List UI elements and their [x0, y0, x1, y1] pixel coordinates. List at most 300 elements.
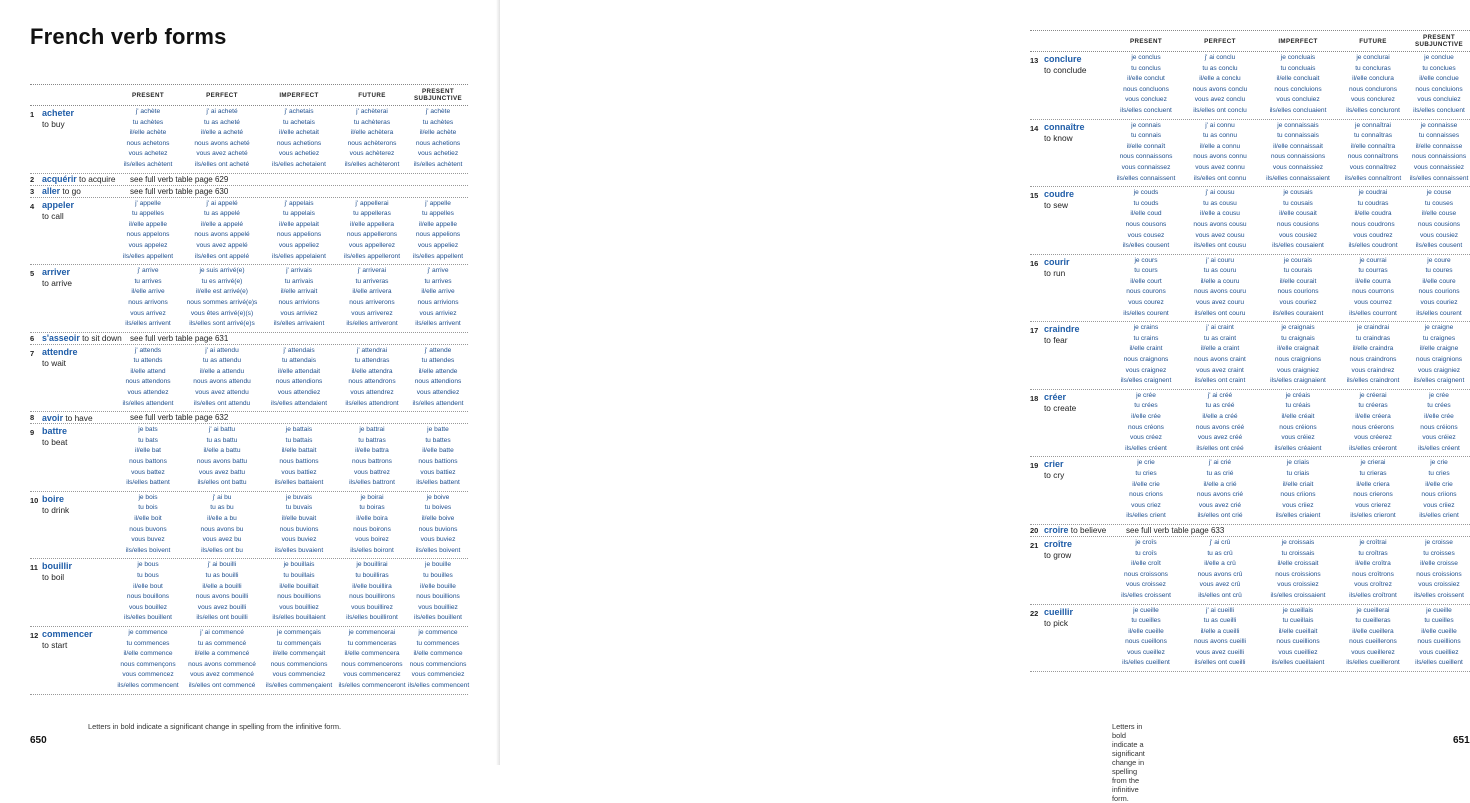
conjugated-form: nous avons cousu [1193, 220, 1247, 228]
conjugated-form: il/elle croîtra [1355, 560, 1391, 568]
conjugated-form: j' attendrai [356, 346, 388, 354]
verb-reference-row [30, 412, 468, 424]
conjugated-form: nous attendions [414, 378, 462, 386]
conjugated-form: nous battions [279, 458, 319, 466]
verb-translation: to drink [42, 504, 70, 515]
see-table-reference: see full verb table page 631 [130, 333, 229, 343]
conjugated-form: vous buviez [281, 536, 317, 544]
conjugated-form: tu as appelé [204, 210, 240, 218]
conjugated-form: tu bats [138, 436, 158, 444]
conjugated-form: vous attendrez [350, 389, 394, 397]
conjugated-form: ils/elles achetaient [272, 160, 326, 168]
conjugated-form: tu crieras [1359, 469, 1387, 477]
verb-infinitive-block [1044, 53, 1110, 117]
verb-translation: to acquire [79, 174, 116, 185]
conjugated-form: nous commencions [270, 660, 328, 668]
conjugation-future [1338, 458, 1408, 522]
conjugated-form: il/elle connaisse [1415, 142, 1463, 150]
conjugation-subjunctive [408, 628, 468, 692]
verb-translation: to fear [1044, 335, 1068, 346]
conjugated-form: vous buviez [420, 536, 456, 544]
conjugation-imperfect [1258, 458, 1338, 522]
conjugated-form: nous craignions [1415, 356, 1463, 364]
conjugated-form: nous connaîtrons [1347, 153, 1399, 161]
conjugated-form: j' appelle [425, 199, 451, 207]
conjugated-form: ils/elles arrivaient [273, 320, 325, 328]
verb-entry [1030, 255, 1470, 323]
conjugation-imperfect [1258, 391, 1338, 455]
conjugated-form: je couse [1426, 189, 1452, 197]
conjugated-form: vous bouilliez [418, 603, 458, 611]
conjugated-form: tu criais [1286, 469, 1310, 477]
conjugated-form: nous attendions [275, 378, 323, 386]
conjugated-form: ils/elles coudront [1348, 242, 1398, 250]
conjugated-form: il/elle achetait [279, 129, 319, 137]
conjugated-form: tu as crié [1206, 469, 1234, 477]
verb-translation: to know [1044, 132, 1073, 143]
conjugated-form: il/elle conclut [1127, 75, 1165, 83]
header-future: FUTURE [1359, 37, 1387, 45]
conjugated-form: je suis arrivé(e) [199, 267, 245, 275]
conjugated-form: il/elle cueille [1128, 627, 1164, 635]
conjugated-form: ils/elles cousent [1415, 242, 1463, 250]
verb-infinitive-block [42, 346, 114, 410]
conjugation-imperfect [1258, 538, 1338, 602]
conjugated-form: il/elle cueillera [1352, 627, 1394, 635]
conjugated-form: il/elle crie [1132, 480, 1160, 488]
verb-infinitive: crier [1044, 459, 1064, 470]
conjugated-form: il/elle croît [1131, 560, 1161, 568]
conjugated-form: nous bouillons [126, 593, 170, 601]
conjugated-form: tu commences [416, 639, 460, 647]
conjugated-form: vous avez connu [1195, 163, 1245, 171]
conjugated-form: j' ai craint [1206, 324, 1234, 332]
conjugated-form: il/elle a cousu [1200, 210, 1240, 218]
verb-infinitive: croire [1044, 525, 1069, 536]
conjugated-form: il/elle a bouilli [202, 582, 242, 590]
conjugated-form: vous conclurez [1351, 96, 1395, 104]
verb-infinitive: s'asseoir [42, 333, 80, 344]
conjugated-form: je cueille [1133, 606, 1159, 614]
conjugated-form: ils/elles ont battu [197, 479, 247, 487]
conjugated-form: ils/elles bouillent [123, 614, 172, 622]
conjugation-imperfect [1258, 188, 1338, 252]
conjugated-form: vous coudrez [1353, 231, 1393, 239]
conjugated-form: nous cueillions [1417, 638, 1461, 646]
conjugated-form: tu bois [138, 504, 158, 512]
conjugated-form: tu as couru [1203, 267, 1237, 275]
conjugated-form: il/elle criera [1356, 480, 1390, 488]
verb-translation: to start [42, 639, 68, 650]
conjugated-form: il/elle a battu [203, 447, 241, 455]
conjugated-form: il/elle créait [1281, 413, 1315, 420]
table-header [1030, 30, 1470, 52]
conjugated-form: il/elle arrivera [352, 288, 392, 296]
conjugated-form: tu battes [425, 436, 451, 444]
conjugated-form: nous arrivions [417, 298, 459, 306]
conjugated-form: tu coures [1425, 267, 1453, 275]
verb-translation: to have [65, 412, 93, 423]
conjugated-form: j' ai acheté [206, 108, 238, 115]
conjugation-present [114, 199, 182, 263]
verb-infinitive: acquérir [42, 174, 77, 185]
conjugated-form: tu achètes [422, 118, 454, 126]
verb-infinitive-block [42, 493, 114, 557]
conjugated-form: ils/elles cousent [1122, 242, 1170, 250]
conjugated-form: il/elle a crû [1204, 560, 1236, 568]
conjugated-form: nous conclurons [1348, 85, 1398, 93]
conjugated-form: j' attende [424, 346, 452, 354]
verb-entry [30, 198, 468, 266]
conjugated-form: il/elle attende [418, 367, 458, 375]
conjugated-form: je croissais [1281, 538, 1315, 546]
conjugated-form: tu cueilles [1424, 617, 1454, 625]
conjugated-form: ils/elles connaissent [1409, 174, 1469, 182]
conjugated-form: je connaîtrai [1355, 121, 1391, 129]
conjugated-form: nous avons crû [1197, 570, 1243, 578]
conjugated-form: il/elle appelle [418, 220, 458, 228]
conjugated-form: ils/elles bouillent [413, 614, 462, 622]
conjugated-form: ils/elles commenceront [338, 681, 406, 689]
conjugated-form: tu as conclu [1202, 64, 1238, 72]
conjugated-form: vous avez conclu [1194, 96, 1246, 104]
conjugated-form: ils/elles craindront [1346, 377, 1400, 385]
conjugated-form: nous créions [1420, 423, 1458, 431]
verb-reference-row [30, 333, 468, 345]
conjugated-form: vous battrez [354, 468, 390, 476]
conjugated-form: vous êtes arrivé(e)(s) [190, 309, 254, 317]
conjugated-form: ils/elles boiront [350, 546, 394, 554]
conjugated-form: vous avez battu [198, 468, 246, 476]
verb-number: 13 [1030, 56, 1039, 65]
conjugated-form: je commence [418, 628, 458, 636]
conjugated-form: j' ai conclu [1204, 54, 1236, 61]
conjugation-subjunctive [408, 199, 468, 263]
conjugation-imperfect [262, 199, 336, 263]
conjugated-form: nous arrivons [128, 298, 168, 306]
verb-infinitive: arriver [42, 267, 71, 278]
conjugation-future [336, 266, 408, 330]
conjugation-present [1110, 606, 1182, 670]
conjugated-form: nous cousions [1276, 220, 1320, 228]
conjugated-form: je bats [138, 426, 158, 434]
header-present: PRESENT [1129, 37, 1163, 45]
conjugated-form: tu attendais [281, 357, 317, 365]
conjugated-form: il/elle concluait [1276, 75, 1320, 83]
conjugated-form: vous couriez [1420, 299, 1458, 307]
conjugated-form: nous buvons [129, 525, 167, 533]
conjugated-form: vous avez crû [1199, 581, 1241, 589]
conjugation-future [336, 199, 408, 263]
right-page [500, 0, 1470, 803]
conjugated-form: vous craindrez [1351, 366, 1395, 374]
conjugated-form: il/elle buvait [281, 515, 317, 522]
conjugated-form: nous cueillions [1276, 638, 1320, 646]
conjugated-form: vous couriez [1279, 299, 1317, 307]
conjugated-form: il/elle a conclu [1199, 75, 1241, 83]
conjugated-form: tu cries [1135, 469, 1157, 477]
conjugated-form: je bouille [424, 561, 452, 569]
conjugated-form: vous attendiez [416, 389, 460, 397]
conjugated-form: il/elle attend [130, 367, 166, 375]
conjugated-form: ils/elles ont bu [201, 546, 243, 554]
conjugated-form: vous achetiez [417, 150, 459, 158]
conjugated-form: il/elle a couru [1200, 277, 1240, 285]
conjugated-form: il/elle croissait [1277, 560, 1319, 568]
verb-entry [30, 345, 468, 413]
verb-translation: to buy [42, 119, 65, 129]
conjugated-form: je craigne [1424, 324, 1454, 332]
conjugated-form: tu achetais [283, 118, 315, 126]
verb-translation: to sit down [82, 333, 122, 344]
conjugated-form: nous croissions [1275, 570, 1321, 578]
verb-infinitive: courir [1044, 256, 1070, 267]
conjugated-form: vous bouillirez [351, 603, 393, 611]
conjugated-form: je crie [1137, 459, 1155, 467]
conjugated-form: nous appelons [126, 231, 170, 239]
conjugated-form: il/elle a cueilli [1200, 627, 1240, 635]
conjugated-form: nous buvions [418, 525, 458, 533]
conjugated-form: ils/elles sont arrivé(e)s [189, 320, 255, 328]
conjugated-form: je bouillirai [356, 561, 388, 569]
conjugated-form: ils/elles craignaient [1270, 377, 1326, 385]
verb-infinitive-block [1044, 256, 1110, 320]
conjugated-form: ils/elles ont couru [1194, 309, 1246, 317]
conjugated-form: il/elle conclue [1419, 75, 1459, 83]
conjugated-form: je commence [128, 628, 168, 636]
conjugated-form: tu craignes [1422, 334, 1456, 342]
conjugation-present [1110, 256, 1182, 320]
conjugated-form: ils/elles concluent [1413, 106, 1465, 114]
conjugated-form: il/elle boit [134, 515, 162, 522]
conjugated-form: nous créerons [1352, 423, 1394, 431]
conjugated-form: il/elle cueille [1421, 627, 1457, 635]
conjugated-form: tu connaîtras [1353, 132, 1393, 140]
conjugated-form: ils/elles appellent [122, 252, 174, 260]
conjugated-form: il/elle connaîtra [1350, 142, 1396, 150]
conjugated-form: vous croissez [1126, 581, 1166, 589]
conjugated-form: vous buvez [131, 536, 165, 544]
page-number-left: 650 [30, 735, 47, 746]
conjugated-form: il/elle batte [422, 447, 454, 455]
conjugated-form: ils/elles commencent [408, 681, 470, 689]
conjugation-future [1338, 538, 1408, 602]
conjugated-form: tu arrives [134, 277, 162, 285]
conjugated-form: je crée [1429, 391, 1449, 399]
conjugation-future [1338, 188, 1408, 252]
conjugated-form: tu crains [1133, 334, 1159, 342]
conjugated-form: tu crées [1427, 402, 1451, 410]
header-perfect: PERFECT [206, 91, 238, 99]
conjugated-form: je créais [1285, 391, 1311, 399]
conjugated-form: nous avons battu [196, 458, 248, 466]
conjugation-present [1110, 458, 1182, 522]
conjugated-form: nous commençons [120, 660, 176, 668]
conjugated-form: ils/elles arrivent [415, 320, 461, 328]
verb-number: 7 [30, 348, 35, 358]
conjugated-form: nous cueillerons [1349, 638, 1397, 646]
verb-infinitive: créer [1044, 391, 1067, 402]
conjugated-form: j' ai attendu [205, 346, 239, 354]
conjugated-form: nous avons appelé [194, 231, 250, 239]
conjugation-perfect [1182, 606, 1258, 670]
verb-infinitive-line [42, 333, 122, 344]
verb-number: 17 [1030, 326, 1039, 336]
conjugated-form: tu appelles [422, 210, 454, 218]
conjugated-form: je bouillais [283, 561, 315, 569]
conjugated-form: ils/elles attendent [122, 399, 174, 407]
conjugated-form: vous avez craint [1196, 366, 1244, 374]
conjugated-form: nous commencerons [341, 660, 403, 668]
conjugation-present [114, 628, 182, 692]
conjugated-form: tu as cueilli [1203, 617, 1237, 625]
conjugation-imperfect [262, 346, 336, 410]
conjugated-form: j' attends [134, 346, 162, 354]
verb-number: 2 [30, 174, 35, 184]
conjugated-form: ils/elles crient [1126, 512, 1166, 520]
conjugation-perfect [182, 628, 262, 692]
conjugated-form: tu croîs [1135, 549, 1157, 557]
conjugation-subjunctive [1408, 53, 1470, 117]
conjugated-form: il/elle crée [1424, 413, 1454, 420]
conjugated-form: tu conclues [1422, 64, 1456, 72]
conjugated-form: ils/elles courront [1349, 309, 1397, 317]
conjugation-subjunctive [408, 266, 468, 330]
conjugated-form: il/elle coud [1130, 210, 1162, 218]
conjugated-form: il/elle battra [355, 447, 389, 455]
conjugation-present [114, 346, 182, 410]
conjugated-form: il/elle craigne [1419, 345, 1459, 353]
conjugated-form: tu commences [126, 639, 170, 647]
conjugated-form: nous créions [1279, 423, 1317, 431]
conjugated-form: ils/elles cueillent [1122, 659, 1170, 667]
conjugated-form: tu es arrivé(e) [201, 277, 243, 285]
conjugated-form: nous appelions [415, 231, 461, 239]
conjugated-form: vous craignez [1125, 366, 1167, 374]
conjugated-form: il/elle bat [134, 447, 162, 455]
conjugated-form: ils/elles ont acheté [194, 160, 250, 168]
verb-translation: to beat [42, 437, 68, 448]
conjugated-form: vous avez bu [202, 536, 242, 544]
conjugated-form: tu bous [137, 571, 159, 579]
conjugated-form: il/elle bouillira [352, 582, 392, 590]
verb-number: 11 [30, 563, 38, 573]
conjugated-form: je bous [137, 561, 159, 569]
conjugated-form: nous courons [1126, 288, 1166, 296]
conjugation-present [1110, 121, 1182, 185]
conjugated-form: vous craigniez [1276, 366, 1320, 374]
conjugated-form: vous battez [131, 468, 165, 476]
conjugated-form: je cueille [1426, 606, 1452, 614]
conjugated-form: tu craignais [1281, 334, 1315, 342]
conjugation-imperfect [1258, 606, 1338, 670]
conjugated-form: j' ai crié [1208, 459, 1232, 467]
conjugated-form: ils/elles créent [1418, 444, 1460, 452]
conjugated-form: j' appelle [135, 199, 161, 207]
verb-infinitive-line [42, 174, 114, 184]
conjugated-form: vous avez acheté [196, 150, 248, 158]
conjugated-form: vous appellerez [348, 241, 396, 249]
conjugated-form: ils/elles cueilleront [1346, 659, 1400, 667]
conjugated-form: vous appeliez [417, 241, 459, 249]
conjugated-form: vous avez appelé [196, 241, 248, 249]
conjugated-form: il/elle couse [1421, 210, 1457, 218]
conjugated-form: vous battiez [281, 468, 317, 476]
conjugated-form: vous avez attendu [195, 389, 249, 397]
verb-translation: to boil [42, 572, 65, 583]
verb-entry [1030, 537, 1470, 605]
verb-translation: to wait [42, 357, 66, 368]
conjugated-form: nous avons commencé [188, 660, 256, 668]
conjugated-form: je cours [1134, 256, 1158, 264]
conjugated-form: ils/elles craignent [1120, 377, 1172, 385]
conjugated-form: je créerai [1359, 391, 1387, 399]
header-subjunctive: PRESENT SUBJUNCTIVE [413, 88, 463, 102]
conjugation-future [336, 107, 408, 171]
conjugated-form: nous cueillons [1125, 638, 1167, 646]
conjugated-form: je couds [1133, 189, 1159, 197]
see-table-reference: see full verb table page 629 [130, 174, 229, 184]
conjugation-imperfect [1258, 53, 1338, 117]
conjugated-form: ils/elles ont conclu [1193, 106, 1247, 114]
conjugation-present [114, 425, 182, 489]
conjugated-form: nous croîtrons [1352, 570, 1394, 578]
conjugated-form: ils/elles battaient [274, 479, 324, 487]
conjugated-form: tu cries [1428, 469, 1450, 477]
conjugated-form: il/elle appelait [279, 220, 319, 228]
page-number-right: 651 [1453, 735, 1470, 746]
conjugated-form: nous coudrons [1351, 220, 1395, 228]
see-table-reference: see full verb table page 632 [130, 413, 229, 423]
conjugated-form: ils/elles ont appelé [194, 252, 250, 260]
conjugated-form: tu arrives [424, 277, 452, 285]
conjugated-form: j' ai bouilli [207, 561, 237, 569]
conjugated-form: nous courrons [1352, 288, 1394, 296]
conjugated-form: vous avez créé [1197, 434, 1243, 442]
conjugation-subjunctive [1408, 256, 1470, 320]
conjugated-form: tu croisses [1423, 549, 1455, 557]
conjugated-form: vous créez [1130, 434, 1162, 442]
conjugation-perfect [1182, 256, 1258, 320]
conjugated-form: tu battras [358, 436, 386, 444]
conjugated-form: ils/elles ont crié [1197, 512, 1243, 520]
verb-translation: to arrive [42, 278, 72, 289]
conjugated-form: tu as battu [206, 436, 238, 444]
conjugated-form: tu concluras [1355, 64, 1391, 72]
conjugated-form: il/elle achète [129, 129, 167, 137]
conjugated-form: il/elle a acheté [200, 129, 244, 137]
conjugated-form: nous crions [1129, 491, 1163, 499]
verb-infinitive-block [1044, 188, 1110, 252]
conjugated-form: nous arriverons [349, 298, 395, 306]
conjugated-form: vous croissiez [1277, 581, 1319, 589]
verb-infinitive: aller [42, 186, 61, 197]
conjugated-form: vous concluiez [1417, 96, 1461, 104]
conjugated-form: vous battiez [420, 468, 456, 476]
conjugated-form: j' ai commencé [200, 628, 244, 636]
conjugated-form: j' ai bu [212, 493, 232, 501]
conjugated-form: tu attendes [421, 357, 455, 365]
conjugated-form: vous concluiez [1276, 96, 1320, 104]
conjugation-perfect [1182, 538, 1258, 602]
conjugated-form: j' arrive [427, 267, 449, 275]
verb-number: 10 [30, 495, 39, 505]
conjugated-form: vous créiez [1281, 434, 1315, 442]
conjugation-subjunctive [1408, 458, 1470, 522]
conjugated-form: j' arrive [137, 267, 159, 275]
conjugation-imperfect [262, 493, 336, 557]
conjugation-imperfect [262, 560, 336, 624]
